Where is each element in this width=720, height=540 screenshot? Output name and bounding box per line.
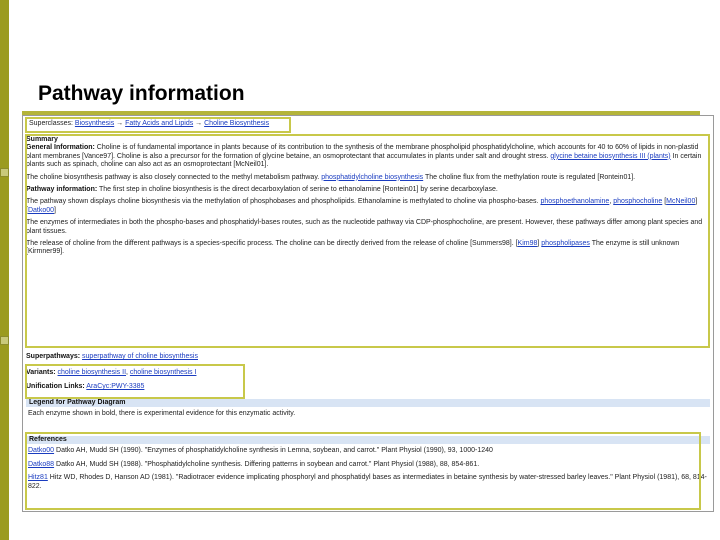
general-info-tail: In certain plants such as spinach, choline can also act as an osmoprotectant [McNeil01]. (26, 152, 702, 169)
methyl-tail: The choline flux from the methylation route is regulated [Rontein01]. (425, 173, 636, 181)
unification-label: Unification Links: (26, 383, 85, 390)
phosphoethanolamine-link[interactable]: phosphoethanolamine (540, 198, 610, 206)
reference-key-link[interactable]: Datko88 (28, 460, 55, 468)
ref-link-kim98[interactable]: Kim98 (517, 240, 538, 248)
reference-text: Datko AH, Mudd SH (1990). "Enzymes of phosphatidylcholine synthesis in Lemna, soybean, and carrot." Plant Physiol (1990), 93, 1000-1240 (56, 447, 493, 455)
ref-link-mcneil00[interactable]: McNeil00 (666, 198, 696, 206)
superpathways-label: Superpathways: (26, 353, 81, 360)
slide-title: Pathway information (38, 82, 245, 105)
variants-row: Variants: choline biosynthesis II, choline biosynthesis I (26, 369, 197, 376)
superpathway-link[interactable]: superpathway of choline biosynthesis (82, 353, 198, 360)
slide-bullet-square (0, 336, 9, 345)
summary-heading: Summary (26, 136, 58, 143)
breadcrumb-link-biosynthesis[interactable]: Biosynthesis (74, 120, 115, 127)
ref-link-datko00[interactable]: Datko00 (27, 206, 55, 214)
release-paragraph: The release of choline from the different pathways is a species-specific process. The choline can be directly derived from the release of choline [Summers98]. [Kim98] phospholipases The enzyme is still unknown [Kirmner99]. (26, 240, 680, 256)
phospholipases-link[interactable]: phospholipases (541, 240, 590, 248)
variant-link-choline-ii[interactable]: choline biosynthesis II (57, 369, 127, 376)
summary-section (26, 136, 710, 261)
breadcrumb-separator: → (195, 120, 203, 127)
pathway-info-paragraph (26, 186, 710, 194)
aracyc-link[interactable]: AraCyc:PWY-3385 (86, 383, 145, 390)
breadcrumb-prefix: Superclasses: (29, 120, 73, 127)
legend-section (26, 399, 710, 422)
breadcrumb-link-lipids[interactable]: Fatty Acids and Lipids (125, 120, 194, 127)
glycine-betaine-link[interactable]: glycine betaine biosynthesis III (plants) (550, 152, 671, 160)
slide-bullet-square (0, 168, 9, 177)
reference-item (28, 461, 708, 469)
superpathways-row (26, 353, 710, 361)
general-info-text: Choline is of fundamental importance in plants because of its contribution to the synthesis of the membrane phospholipid phosphatidylcholine, which accounts for 40 to 60% of lipids in non-plastid plant membranes [Vance97]. Choline is also a precursor for the formation of glycine betaine, an osmoprotectant that accumulates in plants under salt and drought stress. (26, 144, 699, 160)
variant-link-choline-i[interactable]: choline biosynthesis I (129, 369, 197, 376)
reference-text: Datko AH, Mudd SH (1988). "Phosphatidylcholine synthesis. Differing patterns in soybean and carrot." Plant Physiol (1988), 88, 854-861. (56, 460, 480, 468)
pathway-info-text: The first step in choline biosynthesis is the direct decarboxylation of serine to ethanolamine [Rontein01] by serine decarboxylase. (99, 186, 498, 194)
reference-key-link[interactable]: Hitz81 (28, 474, 48, 482)
legend-heading: Legend for Pathway Diagram (26, 399, 710, 407)
references-heading: References (26, 436, 710, 444)
references-section (26, 436, 710, 499)
reference-key-link[interactable]: Datko00 (28, 447, 55, 455)
phosphatidylcholine-link[interactable]: phosphatidylcholine biosynthesis (321, 173, 424, 181)
release-tail: The enzyme is still unknown [Kirmner99]. (26, 240, 680, 256)
phosphocholine-link[interactable]: phosphocholine (613, 198, 663, 206)
legend-text: Each enzyme shown in bold, there is experimental evidence for this enzymatic activity. (28, 410, 296, 418)
unification-row (26, 383, 710, 391)
methylation-text: The pathway shown displays choline biosynthesis via the methylation of phosphobases and phospholipids. Ethanolamine is methylated to choline via phospho-bases. (26, 198, 539, 206)
pathway-page-screenshot (22, 115, 714, 512)
general-info-paragraph (26, 144, 710, 169)
intermediates-text: The enzymes of intermediates in both the phospho-bases and phosphatidyl-bases routes, such as the nucleotide pathway via CDP-phosphocholine, are present. However, these pathways differ among plant species and plant tissues. (26, 219, 703, 235)
breadcrumb-link-choline[interactable]: Choline Biosynthesis (204, 120, 270, 127)
methyl-text: The choline biosynthesis pathway is also closely connected to the methyl metabolism pathway. (26, 173, 320, 181)
methyl-paragraph (26, 174, 710, 182)
release-text: The release of choline from the different pathways is a species-specific process. The choline can be directly derived from the release of choline [Summers98]. (26, 240, 514, 248)
intermediates-paragraph (26, 219, 710, 236)
reference-text: Hitz WD, Rhodes D, Hanson AD (1981). "Radiotracer evidence implicating phosphoryl and phosphatidyl bases as intermediates in betaine synthesis by water-stressed barley leaves." Plant Physiol (1981), 68, 814-822. (28, 474, 707, 490)
reference-item (28, 447, 708, 455)
reference-item (28, 474, 708, 491)
variants-label: Variants: (26, 369, 56, 376)
breadcrumb (29, 120, 710, 128)
breadcrumb-separator: → (116, 120, 124, 127)
methylation-paragraph: The pathway shown displays choline biosynthesis via the methylation of phosphobases and phospholipids. Ethanolamine is methylated to choline via phospho-bases. phosphoethanolamine, phosphocholine [McNeil00] [Datko00] (26, 198, 698, 214)
general-info-label: General Information: (26, 144, 95, 152)
slide-accent-bar (0, 0, 9, 540)
pathway-info-label: Pathway information: (26, 186, 98, 194)
